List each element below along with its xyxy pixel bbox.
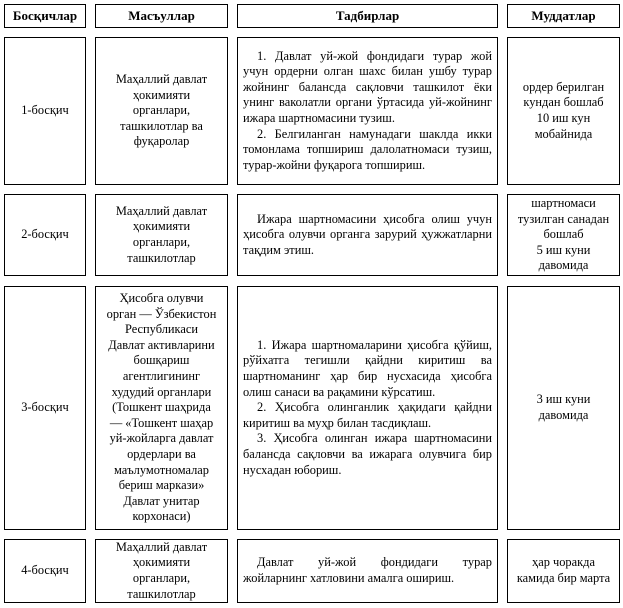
responsible-text: Ҳисобга олувчи орган — Ўзбекистон Республикаси Давлат активларини бошқариш агентлигининг худудий органлари (Тошкент шаҳрида — «Тошкент шаҳар уй-жойларга давлат ордерлари ва маълумотномалар бериш маркази» Давлат унитар корхонаси) xyxy=(106,291,217,524)
actions-cell xyxy=(237,194,498,276)
header-deadlines: Муддатлар xyxy=(507,4,620,28)
deadline-text: ордер берилган кундан бошлаб 10 иш кун мобайнида xyxy=(522,79,605,141)
stage-label: 1-босқич xyxy=(21,103,69,118)
stage-label: 4-босқич xyxy=(21,563,69,578)
actions-cell xyxy=(237,286,498,530)
actions-text: Ижара шартномасини ҳисобга олиш учун ҳисобга олувчи органга зарурий ҳужжатларни тақдим этиш. xyxy=(243,211,492,257)
stage-cell xyxy=(4,37,86,185)
deadline-cell xyxy=(507,37,620,185)
header-responsible: Масъуллар xyxy=(95,4,228,28)
deadline-text: ҳар чоракда камида бир марта xyxy=(516,555,611,585)
responsible-text: Маҳаллий давлат ҳокимияти органлари, ташкилотлар ва фуқаролар xyxy=(115,72,208,149)
deadline-cell xyxy=(507,286,620,530)
responsible-text: Маҳаллий давлат ҳокимияти органлари, ташкилотлар xyxy=(115,539,208,601)
stage-cell xyxy=(4,539,86,603)
deadline-text: шартномаси тузилган санадан бошлаб 5 иш куни давомида xyxy=(517,196,610,273)
deadline-text: 3 иш куни давомида xyxy=(536,392,591,422)
deadline-cell xyxy=(507,194,620,276)
actions-cell xyxy=(237,539,498,603)
responsible-cell xyxy=(95,37,228,185)
stage-cell xyxy=(4,194,86,276)
stage-label: 3-босқич xyxy=(21,400,69,415)
header-stage: Босқичлар xyxy=(4,4,86,28)
deadline-cell xyxy=(507,539,620,603)
actions-text: 1. Ижара шартномаларини ҳисобга қўйиш, рўйхатга тегишли қайдни киритиш ва шартноманинг ҳар бир нусхасида ҳисобга олиш санаси ва рақамини кўрсатиш. 2. Ҳисобга олинганлик ҳақидаги қайдни киритиш ва муҳр билан тасдиқлаш. 3. Ҳисобга олинган ижара шартномасини балансда сақловчи ва ижарага олувчига бир нусхадан юбориш. xyxy=(243,337,492,477)
stage-cell xyxy=(4,286,86,530)
stage-label: 2-босқич xyxy=(21,227,69,242)
responsible-cell xyxy=(95,194,228,276)
actions-text: 1. Давлат уй-жой фондидаги турар жой учун ордерни олган шахс билан ушбу турар жойнинг балансда сақловчи ташкилот ёки унинг ваколатли органи ўртасида уй-жойнинг ижара шартномасини тузиш. 2. Белгиланган намунадаги шаклда икки томонлама топшириш далолатномаси тузиш, турар-жойни фуқарога топшириш. xyxy=(243,48,492,172)
header-actions: Тадбирлар xyxy=(237,4,498,28)
responsible-cell xyxy=(95,286,228,530)
actions-cell xyxy=(237,37,498,185)
responsible-cell xyxy=(95,539,228,603)
actions-text: Давлат уй-жой фондидаги турар жойларнинг хатловини амалга ошириш. xyxy=(243,555,492,585)
responsible-text: Маҳаллий давлат ҳокимияти органлари, ташкилотлар xyxy=(115,203,208,265)
